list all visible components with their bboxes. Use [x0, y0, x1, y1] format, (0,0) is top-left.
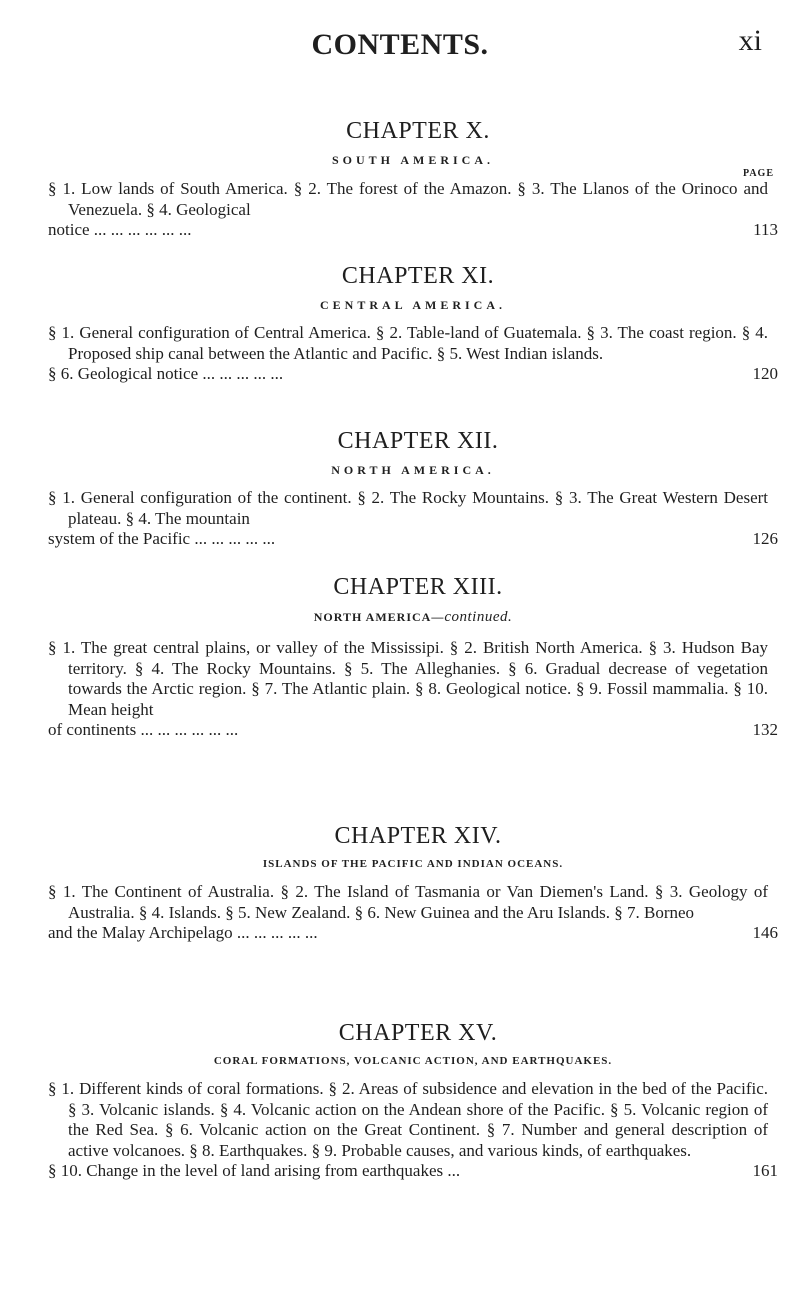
chapter-page-number: 161 [752, 1161, 778, 1180]
chapter-title: CHAPTER XI. [341, 263, 495, 289]
contents-last-line: § 10. Change in the level of land arising from earthquakes ... [48, 1161, 461, 1180]
contents-text: § 1. General configuration of Central America. § 2. Table-land of Guatemala. § 3. The coast region. § 4. Proposed ship canal between the Atlantic and Pacific. § 5. West Indian islands. [48, 323, 768, 363]
subtitle-text: NORTH AMERICA— [313, 610, 445, 624]
chapter-page-number: 126 [752, 529, 778, 548]
chapter-subtitle: SOUTH AMERICA. [331, 153, 494, 167]
subtitle-continued: continued. [444, 609, 513, 625]
chapter-page-number: 113 [753, 220, 778, 239]
contents-text: § 1. General configuration of the continent. § 2. The Rocky Mountains. § 3. The Great Western Desert plateau. § 4. The mountain [48, 488, 768, 528]
chapter-xiii [48, 574, 778, 741]
contents-last-line: and the Malay Archipelago ... ... ... ... ... [48, 923, 318, 942]
contents-text: § 1. The great central plains, or valley of the Mississipi. § 2. British North America. § 3. Hudson Bay territory. § 4. The Rocky Mountains. § 5. The Alleghanies. § 6. Gradual decrease of vegetation towards the Arctic region. § 7. The Atlantic plain. § 8. Geological notice. § 9. Fossil mammalia. § 10. Mean height [48, 638, 768, 719]
contents-last-line: of continents ... ... ... ... ... ... [48, 720, 239, 739]
chapter-xi [48, 263, 778, 385]
chapter-title: CHAPTER XII. [337, 428, 499, 454]
chapter-contents [48, 638, 778, 741]
page-column-label: PAGE [742, 168, 774, 179]
chapter-subtitle: CENTRAL AMERICA. [319, 298, 506, 312]
page-number: xi [738, 24, 762, 57]
chapter-contents [48, 488, 778, 550]
chapter-subtitle: ISLANDS OF THE PACIFIC AND INDIAN OCEANS. [262, 858, 564, 870]
chapter-title: CHAPTER XIV. [334, 823, 502, 849]
chapter-subtitle: CORAL FORMATIONS, VOLCANIC ACTION, AND EARTHQUAKES. [213, 1055, 613, 1067]
chapter-xiv [48, 823, 778, 944]
contents-last-line: § 6. Geological notice ... ... ... ... ... [48, 364, 284, 383]
chapter-page-number: 146 [752, 923, 778, 942]
contents-text: § 1. Different kinds of coral formations. § 2. Areas of subsidence and elevation in the bed of the Pacific. § 3. Volcanic islands. § 4. Volcanic action on the Andean shore of the Pacific. § 5. Volcanic region of the Red Sea. § 6. Volcanic action on the Great Continent. § 7. Number and general description of active volcanoes. § 8. Earthquakes. § 9. Probable causes, and various kinds, of earthquakes. [48, 1079, 768, 1160]
chapter-x [48, 118, 778, 241]
chapter-title: CHAPTER XIII. [333, 574, 503, 600]
chapter-contents [48, 882, 778, 944]
contents-text: § 1. Low lands of South America. § 2. The forest of the Amazon. § 3. The Llanos of the Orinoco and Venezuela. § 4. Geological [48, 179, 768, 219]
contents-last-line: notice ... ... ... ... ... ... [48, 220, 192, 239]
running-header [0, 24, 800, 68]
chapter-title: CHAPTER XV. [338, 1020, 498, 1046]
chapter-title: CHAPTER X. [346, 118, 490, 144]
chapter-subtitle: NORTH AMERICA. [331, 463, 495, 477]
chapter-page-number: 120 [752, 364, 778, 383]
chapter-xii [48, 428, 778, 550]
chapter-subtitle [48, 609, 778, 626]
chapter-xv [48, 1020, 778, 1182]
running-title: CONTENTS. [311, 28, 489, 61]
chapter-contents [48, 179, 778, 241]
chapter-contents [48, 1079, 778, 1182]
chapter-page-number: 132 [752, 720, 778, 739]
contents-text: § 1. The Continent of Australia. § 2. The Island of Tasmania or Van Diemen's Land. § 3. Geology of Australia. § 4. Islands. § 5. New Zealand. § 6. New Guinea and the Aru Islands. § 7. Borneo [48, 882, 768, 922]
contents-last-line: system of the Pacific ... ... ... ... ... [48, 529, 276, 548]
chapter-contents [48, 323, 778, 385]
